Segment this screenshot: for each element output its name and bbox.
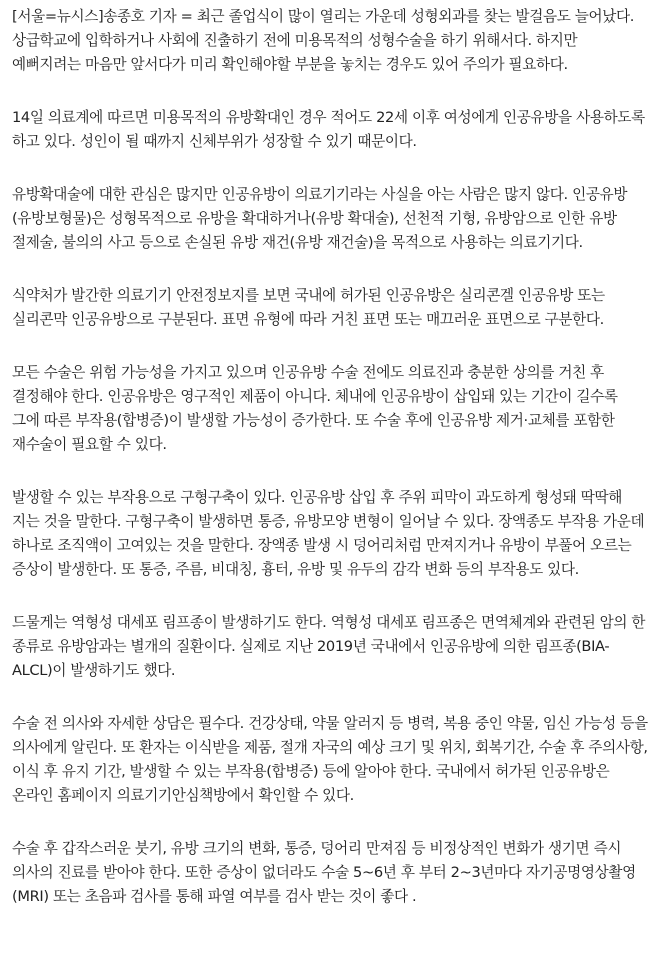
article-paragraph: 수술 후 갑작스러운 붓기, 유방 크기의 변화, 통증, 덩어리 만져짐 등 비정상적인 변화가 생기면 즉시 의사의 진료를 받아야 한다. 또한 증상이 없더라도 수술 5~6년 후 부터 2~3년마다 자기공명영상촬영(MRI) 또는 초음파 검사를 통해 파열 여부를 검사 받는 것이 좋다 . [12,840,636,905]
article-paragraph: 모든 수술은 위험 가능성을 가지고 있으며 인공유방 수술 전에도 의료진과 충분한 상의를 거친 후 결정해야 한다. 인공유방은 영구적인 제품이 아니다. 체내에 인공유방이 삽입돼 있는 기간이 길수록 그에 따른 부작용(합병증)이 발생할 가능성이 증가한다. 또 수술 후에 인공유방 제거·교체를 포함한 재수술이 필요할 수 있다. [12,364,618,453]
article-paragraph: 유방확대술에 대한 관심은 많지만 인공유방이 의료기기라는 사실을 아는 사람은 많지 않다. 인공유방(유방보형물)은 성형목적으로 유방을 확대하거나(유방 확대술), 선천적 기형, 유방암으로 인한 유방 절제술, 불의의 사고 등으로 손실된 유방 재건(유방 재건술)을 목적으로 사용하는 의료기기다. [12,186,628,251]
article-paragraph: 발생할 수 있는 부작용으로 구형구축이 있다. 인공유방 삽입 후 주위 피막이 과도하게 형성돼 딱딱해 지는 것을 말한다. 구형구축이 발생하면 통증, 유방모양 변형이 일어날 수 있다. 장액종도 부작용 가운데 하나로 조직액이 고여있는 것을 말한다. 장액종 발생 시 덩어리처럼 만져지거나 유방이 부풀어 오르는 증상이 발생한다. 또 통증, 주름, 비대칭, 흉터, 유방 및 유두의 감각 변화 등의 부작용도 있다. [12,489,645,578]
article-paragraph: 수술 전 의사와 자세한 상담은 필수다. 건강상태, 약물 알러지 등 병력, 복용 중인 약물, 임신 가능성 등을 의사에게 알린다. 또 환자는 이식받을 제품, 절개 자국의 예상 크기 및 위치, 회복기간, 수술 후 주의사항, 이식 후 유지 기간, 발생할 수 있는 부작용(합병증) 등에 알아야 한다. 국내에서 허가된 인공유방은 온라인 홈페이지 의료기기안심책방에서 확인할 수 있다. [12,715,648,804]
article-paragraph: 식약처가 발간한 의료기기 안전정보지를 보면 국내에 허가된 인공유방은 실리콘겔 인공유방 또는 실리콘막 인공유방으로 구분된다. 표면 유형에 따라 거친 표면 또는 매끄러운 표면으로 구분한다. [12,287,605,328]
article-paragraph-lead: [서울=뉴시스]송종호 기자 = 최근 졸업식이 많이 열리는 가운데 성형외과를 찾는 발걸음도 늘어났다. 상급학교에 입학하거나 사회에 진출하기 전에 미용목적의 성형수술을 하기 위해서다. 하지만 예뻐지려는 마음만 앞서다가 미리 확인해야할 부분을 놓치는 경우도 있어 주의가 필요하다. [12,8,635,73]
article-paragraph: 드물게는 역형성 대세포 림프종이 발생하기도 한다. 역형성 대세포 림프종은 면역체계와 관련된 암의 한 종류로 유방암과는 별개의 질환이다. 실제로 지난 2019년 국내에서 인공유방에 의한 림프종(BIA-ALCL)이 발생하기도 했다. [12,614,646,679]
article-paragraph: 14일 의료계에 따르면 미용목적의 유방확대인 경우 적어도 22세 이후 여성에게 인공유방을 사용하도록 하고 있다. 성인이 될 때까지 신체부위가 성장할 수 있기 때문이다. [12,109,645,150]
